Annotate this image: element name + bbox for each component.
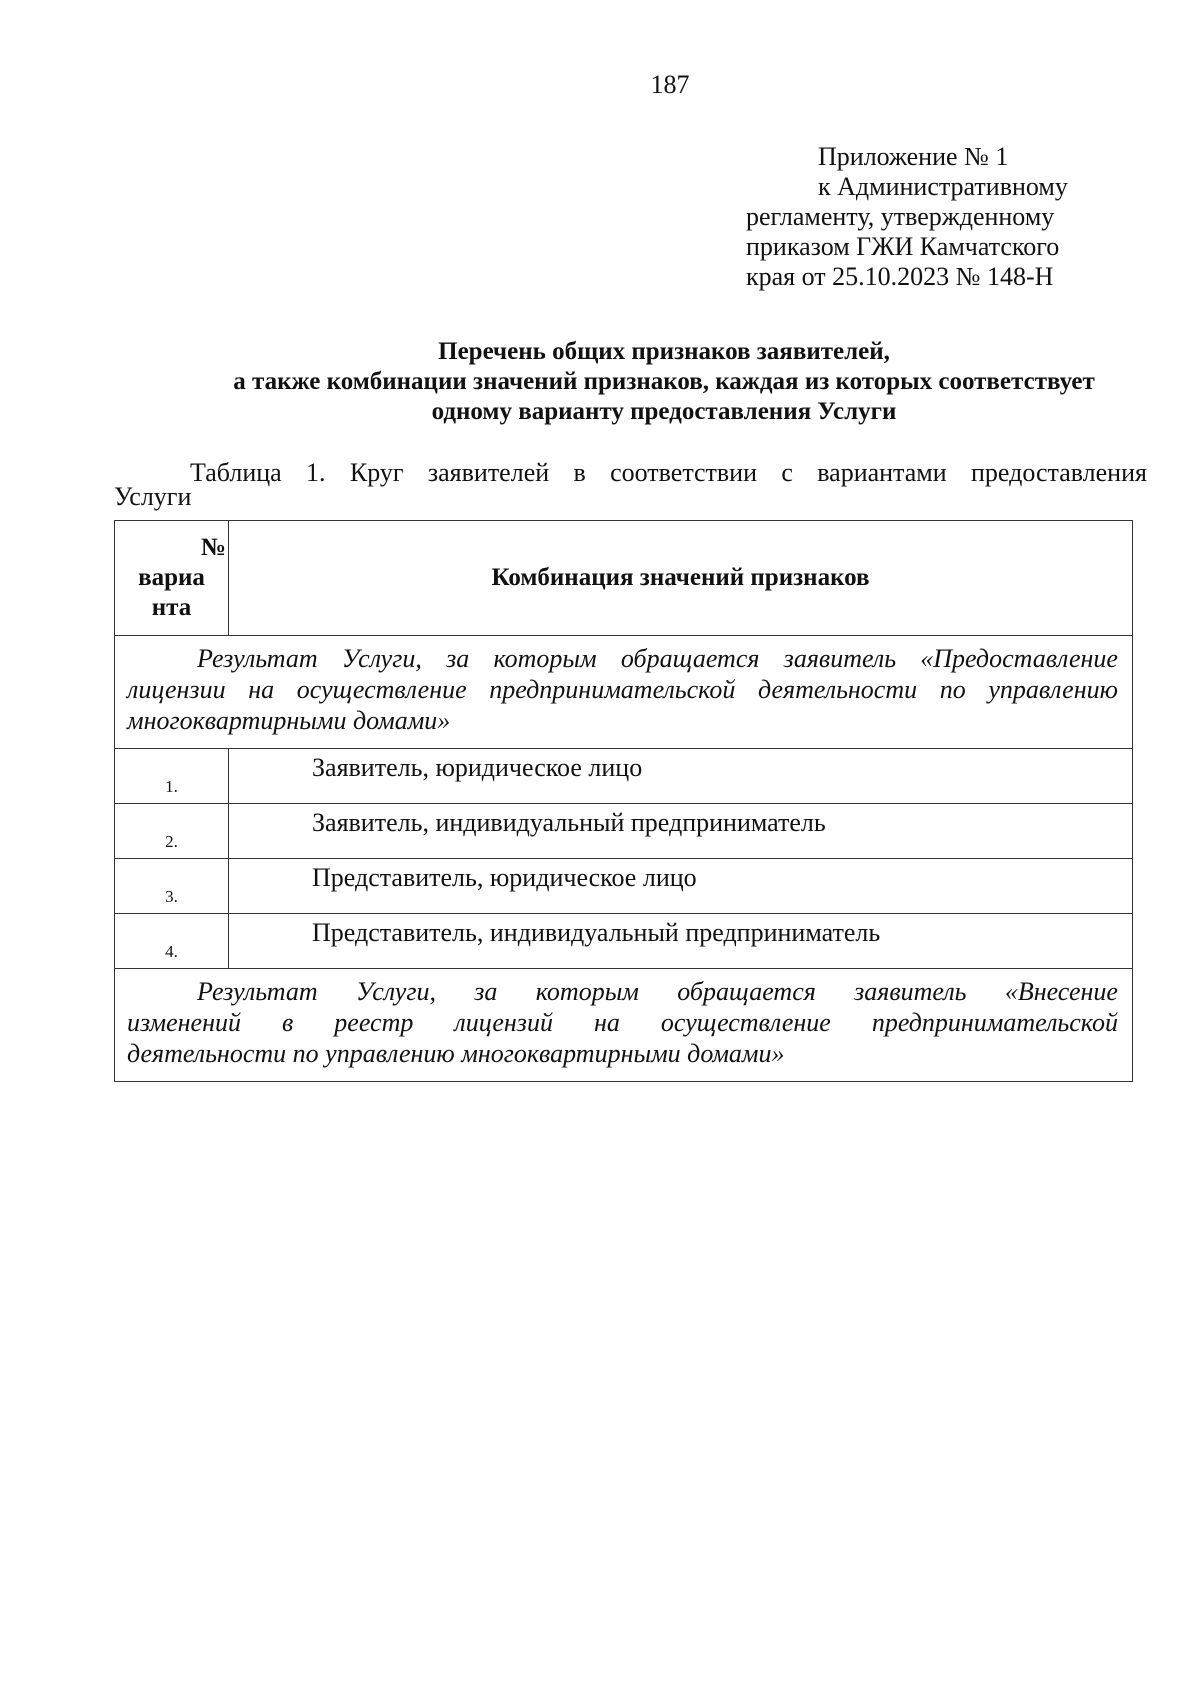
- variant-combination: Представитель, юридическое лицо: [229, 859, 1133, 914]
- result-word: изменений: [127, 1008, 241, 1037]
- variant-combination: Заявитель, индивидуальный предприниматель: [229, 804, 1133, 859]
- result-word: лицензий: [454, 1008, 553, 1037]
- appendix-line: приказом ГЖИ Камчатского: [746, 232, 1060, 261]
- result-word: в: [281, 1008, 294, 1037]
- result-word: Услуги,: [341, 644, 422, 673]
- result-line: [127, 1007, 1118, 1038]
- result-line: деятельности по управлению многоквартирными домами»: [127, 1039, 785, 1068]
- result-word: заявитель: [783, 644, 897, 673]
- result-cell: [115, 636, 1133, 749]
- result-word: которым: [535, 977, 639, 1006]
- caption-line: Услуги: [114, 482, 192, 511]
- result-word: предпринимательской: [871, 1008, 1118, 1037]
- appendix-note: [746, 142, 1146, 292]
- result-word: за: [446, 644, 470, 673]
- appendix-line: Приложение № 1: [818, 142, 1009, 171]
- result-word: Результат: [197, 977, 318, 1006]
- caption-word: с: [781, 458, 793, 487]
- header-variant-number: [115, 521, 229, 636]
- result-line: [127, 674, 1118, 705]
- page-number: 187: [650, 70, 690, 99]
- result-word: Услуги,: [355, 977, 436, 1006]
- variant-number: 1.: [115, 749, 229, 804]
- title-line: одному варианту предоставления Услуги: [431, 398, 897, 425]
- table-row: [115, 859, 1133, 914]
- caption-line: [114, 458, 1147, 488]
- result-word: на: [593, 1008, 620, 1037]
- header-combination: Комбинация значений признаков: [229, 521, 1133, 636]
- result-row: [115, 636, 1133, 749]
- table-header-row: [115, 521, 1133, 636]
- result-word: «Внесение: [1004, 977, 1118, 1006]
- result-word: реестр: [334, 1008, 414, 1037]
- result-line: многоквартирными домами»: [127, 706, 451, 735]
- result-word: Результат: [197, 644, 318, 673]
- result-line: [127, 976, 1118, 1007]
- caption-word: Таблица: [190, 458, 282, 487]
- document-title: [114, 337, 1200, 427]
- variant-number: 2.: [115, 804, 229, 859]
- appendix-line: регламенту, утвержденному: [746, 202, 1055, 231]
- title-line: Перечень общих признаков заявителей,: [438, 338, 890, 365]
- result-word: осуществление: [660, 1008, 831, 1037]
- caption-word: в: [573, 458, 586, 487]
- caption-word: вариантами: [817, 458, 947, 487]
- caption-word: предоставления: [970, 458, 1147, 487]
- variant-combination: Заявитель, юридическое лицо: [229, 749, 1133, 804]
- result-word: заявитель: [854, 977, 967, 1006]
- table-row: [115, 914, 1133, 969]
- result-word: которым: [493, 644, 597, 673]
- variant-number: 3.: [115, 859, 229, 914]
- appendix-line: края от 25.10.2023 № 148-Н: [746, 262, 1054, 291]
- variant-combination: Представитель, индивидуальный предприниматель: [229, 914, 1133, 969]
- result-word: за: [474, 977, 498, 1006]
- result-word: управлению: [988, 675, 1118, 704]
- result-row: [115, 969, 1133, 1082]
- result-word: «Предоставление: [920, 644, 1118, 673]
- caption-word: Круг: [349, 458, 404, 487]
- header-num-line: вариа: [138, 564, 205, 591]
- table-row: [115, 804, 1133, 859]
- result-word: обращается: [677, 977, 816, 1006]
- table-row: [115, 749, 1133, 804]
- caption-word: 1.: [306, 458, 326, 487]
- result-word: лицензии: [127, 675, 226, 704]
- caption-word: заявителей: [427, 458, 550, 487]
- variants-table: [114, 520, 1133, 1082]
- result-word: осуществление: [296, 675, 467, 704]
- result-word: на: [248, 675, 275, 704]
- result-word: по: [939, 675, 966, 704]
- header-num-line: нта: [151, 594, 192, 621]
- result-cell: [115, 969, 1133, 1082]
- result-line: [127, 643, 1118, 674]
- table-caption: [114, 458, 1147, 512]
- result-word: обращается: [620, 644, 760, 673]
- result-word: предпринимательской: [489, 675, 736, 704]
- title-line: а также комбинации значений признаков, каждая из которых соответствует: [233, 368, 1095, 395]
- result-word: деятельности: [757, 675, 918, 704]
- variant-number: 4.: [115, 914, 229, 969]
- header-num-line: №: [200, 534, 226, 561]
- appendix-line: к Административному: [818, 172, 1068, 201]
- caption-word: соответствии: [610, 458, 758, 487]
